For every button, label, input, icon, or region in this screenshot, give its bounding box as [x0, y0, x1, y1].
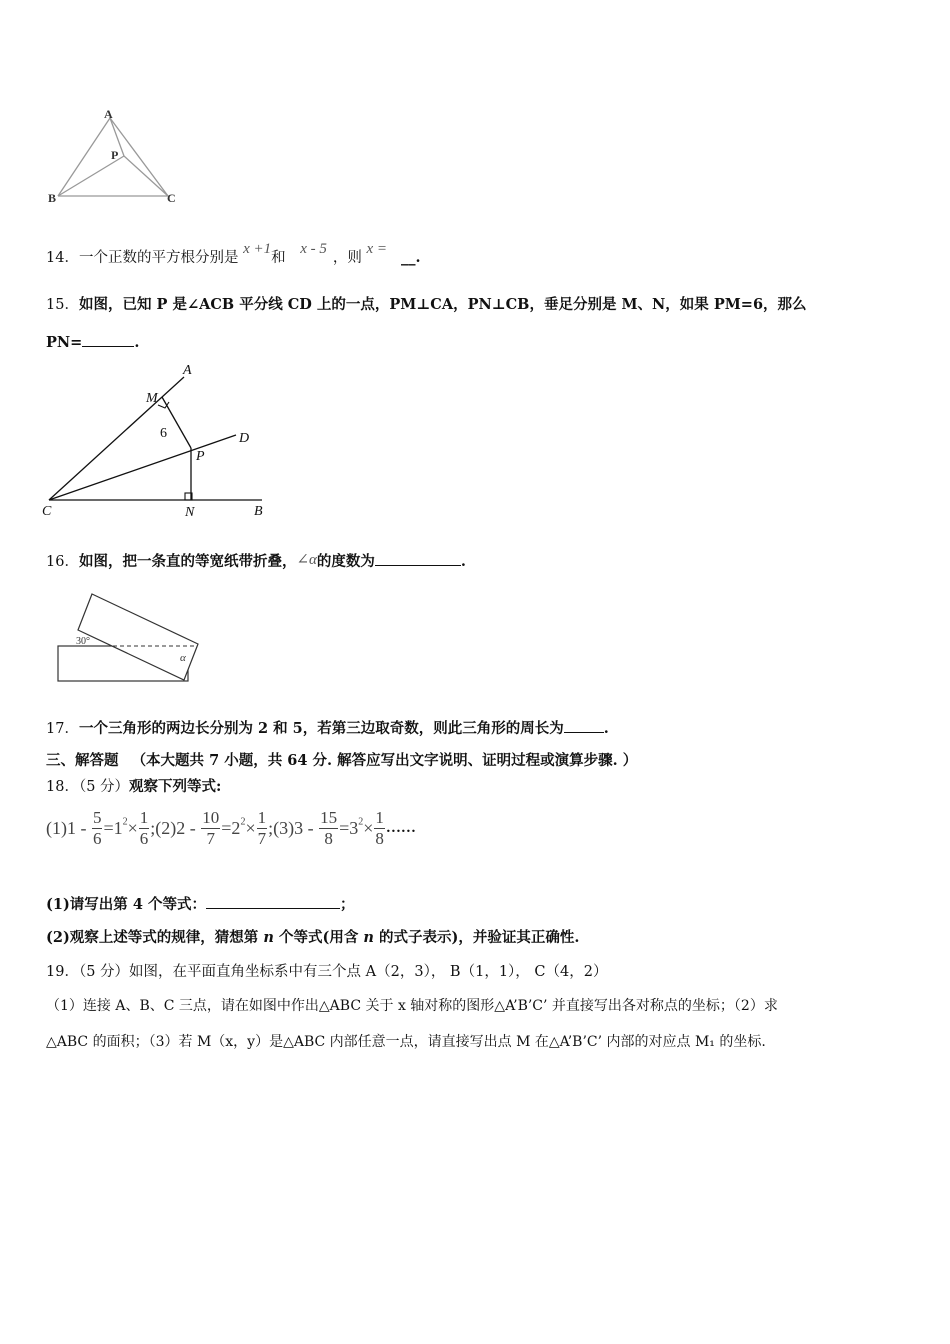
label-c: C	[42, 504, 52, 519]
question-18	[46, 777, 221, 797]
question-number: 17．	[46, 721, 79, 737]
answer-blank	[206, 894, 340, 909]
answer-blank: __.	[401, 249, 421, 266]
question-15-line-2	[46, 332, 139, 353]
part-2-text-a: (2)观察上述等式的规律，猜想第	[46, 929, 264, 946]
triangle-abc-figure	[44, 104, 194, 212]
answer-blank	[82, 332, 134, 347]
expression-x-plus-1: x +1	[243, 241, 272, 257]
and-text: 和	[271, 250, 286, 266]
variable-n: n	[363, 929, 374, 946]
label-a: A	[183, 363, 192, 378]
fraction-15-8: $\frac{15}{8}$	[320, 808, 338, 848]
exponent: 2	[358, 816, 364, 828]
period: .	[460, 553, 466, 570]
times-sign: ×	[245, 818, 256, 838]
label-p: P	[196, 449, 205, 464]
question-19-line-3	[46, 1032, 766, 1052]
question-18-part-1	[46, 894, 355, 915]
fraction-5-6: $\frac{5}{6}$	[92, 808, 102, 848]
alpha-label: α	[180, 652, 186, 664]
variable-n: n	[263, 929, 274, 946]
label-6: 6	[160, 426, 167, 441]
times-sign: ×	[363, 818, 374, 838]
label-c: C	[167, 191, 176, 205]
section-title: 三、解答题	[46, 752, 119, 769]
question-18-part-2	[46, 928, 579, 948]
period: .	[603, 720, 609, 737]
then-text: ，则	[332, 250, 362, 266]
question-17	[46, 718, 609, 739]
alpha-angle: ∠α	[296, 552, 317, 568]
question-number: 18．	[46, 779, 79, 795]
equation-sequence	[46, 808, 416, 849]
eq2-prefix: ;(2)2 -	[150, 818, 201, 838]
question-14	[46, 241, 421, 268]
question-number: 19．	[46, 964, 79, 980]
question-16	[46, 551, 466, 572]
semicolon: ；	[340, 896, 355, 913]
section-heading	[46, 751, 637, 771]
exponent: 2	[122, 816, 128, 828]
question-text: 如图，把一条直的等宽纸带折叠，	[78, 553, 297, 570]
eq3-equals: =3	[339, 818, 359, 838]
expression-x-minus-5: x - 5	[300, 241, 327, 257]
fraction-10-7: $\frac{10}{7}$	[202, 808, 220, 848]
question-text: 一个三角形的两边长分别为 2 和 5，若第三边取奇数，则此三角形的周长为	[78, 720, 564, 737]
variable-x: x =	[366, 241, 387, 257]
fraction-1-8: $\frac{1}{8}$	[375, 808, 384, 848]
question-text: （1）连接 A、B、C 三点，请在如图中作出△ABC 关于 x 轴对称的图形△A’B’C’ 并直接写出各对称点的坐标；（2）求	[46, 998, 778, 1014]
question-text: △ABC 的面积；（3）若 M（x，y）是△ABC 内部任意一点，请直接写出点 M 在△A’B’C’ 内部的对应点 M₁ 的坐标.	[46, 1034, 766, 1050]
question-text-after: 的度数为	[316, 553, 375, 570]
period: .	[134, 334, 140, 351]
part-2-text-b: 个等式(用含	[273, 929, 364, 946]
exponent: 2	[240, 816, 246, 828]
eq3-prefix: ;(3)3 -	[268, 818, 319, 838]
question-number: 14．	[46, 250, 79, 266]
label-a: A	[104, 107, 113, 121]
eq2-equals: =2	[221, 818, 241, 838]
label-b: B	[254, 504, 263, 519]
fraction-1-6: $\frac{1}{6}$	[139, 808, 149, 848]
label-n: N	[185, 505, 195, 520]
question-number: 16．	[46, 554, 79, 570]
folded-strip-figure	[52, 588, 208, 686]
eq1-equals: =1	[103, 818, 123, 838]
eq1-prefix: (1)1 -	[46, 818, 91, 838]
question-text: 观察下列等式:	[129, 778, 222, 795]
question-text: 一个正数的平方根分别是	[78, 250, 239, 266]
pn-label: PN=	[46, 334, 83, 351]
question-15-line-1	[46, 295, 807, 315]
ellipsis: ……	[385, 820, 416, 836]
part-2-text-c: 的式子表示)，并验证其正确性.	[373, 929, 580, 946]
question-19-line-2	[46, 996, 778, 1016]
section-note: （本大题共 7 小题，共 64 分. 解答应写出文字说明、证明过程或演算步骤. ）	[131, 752, 638, 769]
angle-bisector-figure	[40, 358, 280, 523]
angle-30-label: 30°	[76, 636, 90, 647]
question-text: 如图，已知 P 是∠ACB 平分线 CD 上的一点，PM⊥CA，PN⊥CB，垂足分别是 M、N，如果 PM=6，那么	[78, 296, 807, 313]
question-number: 15．	[46, 297, 79, 313]
label-p: P	[111, 148, 119, 162]
question-text: 如图，在平面直角坐标系中有三个点 A（2，3）， B（1，1）， C（4，2）	[129, 964, 608, 980]
score: （5 分）	[78, 964, 130, 980]
label-b: B	[48, 191, 57, 205]
score: （5 分）	[78, 779, 130, 795]
fraction-1-7: $\frac{1}{7}$	[257, 808, 267, 848]
label-m: M	[146, 391, 158, 406]
times-sign: ×	[127, 818, 138, 838]
label-d: D	[239, 431, 250, 446]
answer-blank	[564, 718, 604, 733]
part-1-text: (1)请写出第 4 个等式：	[46, 896, 206, 913]
answer-blank	[375, 551, 461, 566]
question-19-line-1	[46, 962, 607, 982]
